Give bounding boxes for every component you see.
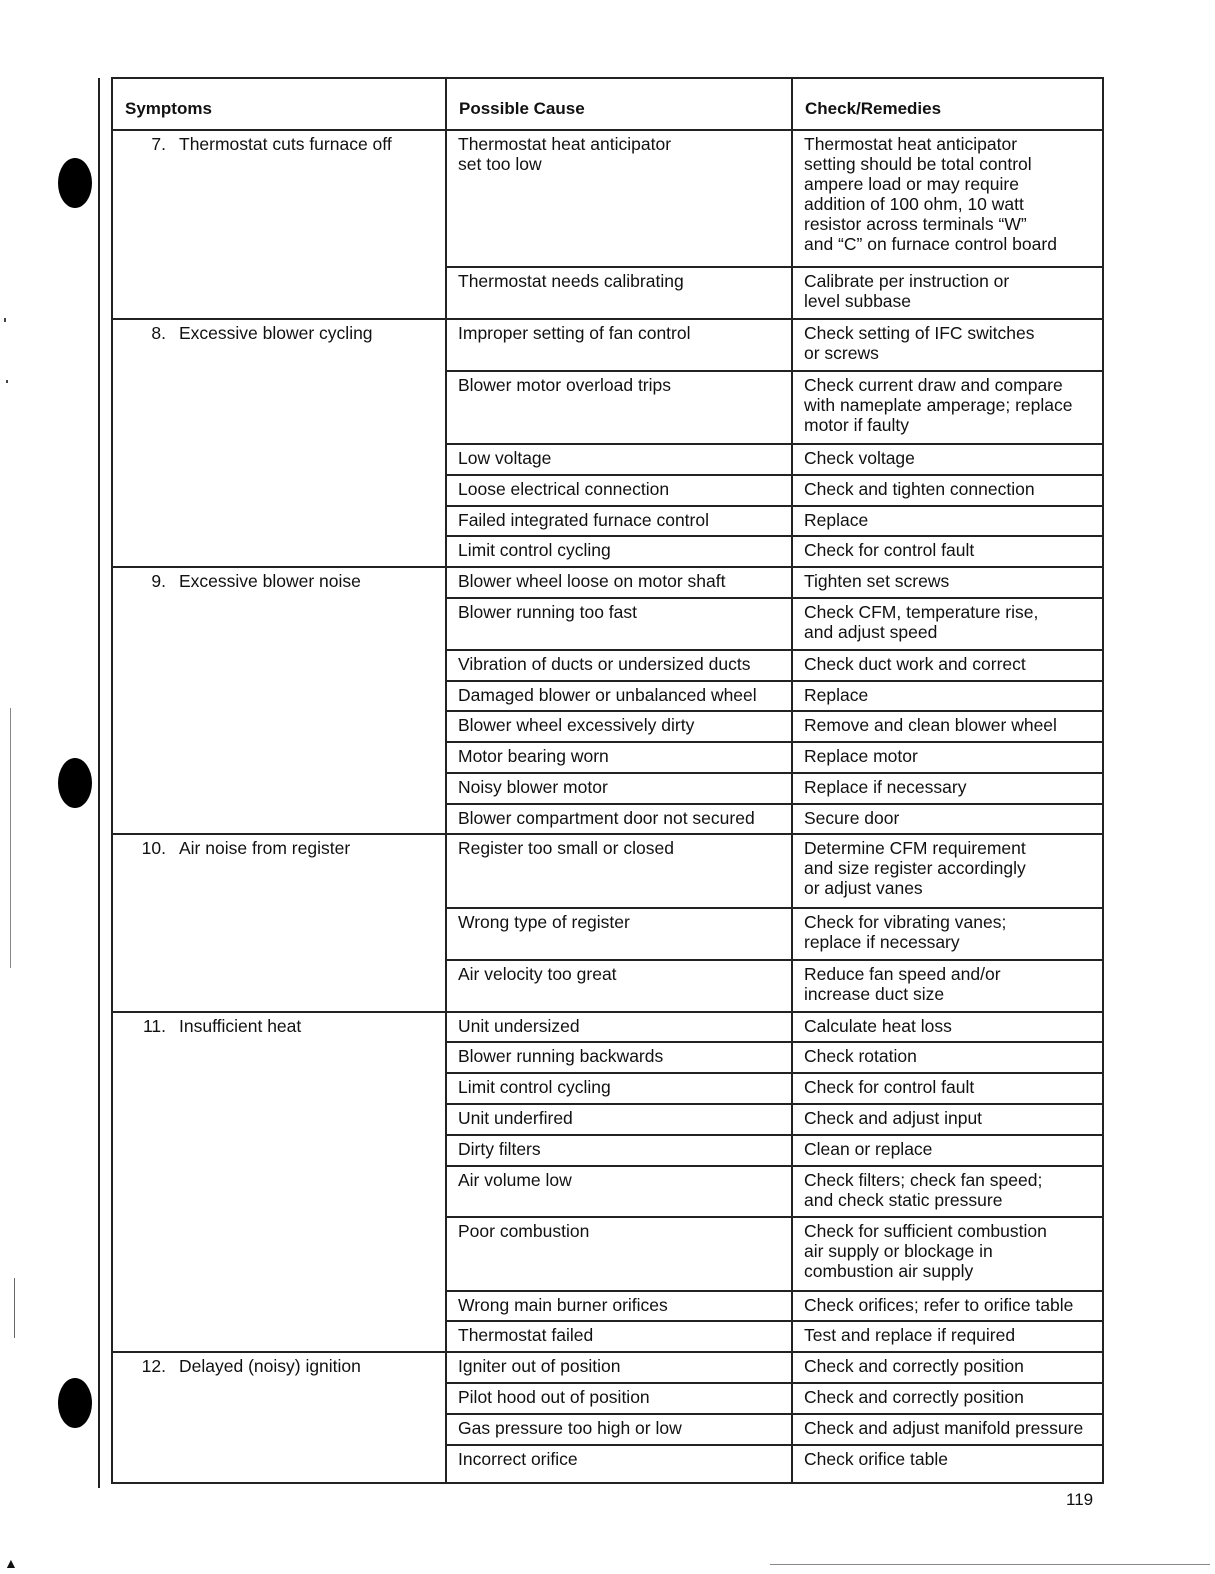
remedy-cell: Calculate heat loss [792,1012,1103,1043]
remedy-cell: Check and correctly position [792,1383,1103,1414]
cause-cell: Improper setting of fan control [446,319,792,371]
troubleshooting-table [111,77,1104,1484]
remedy-cell: Check and tighten connection [792,475,1103,506]
cause-cell: Blower wheel excessively dirty [446,711,792,742]
cause-cell: Blower compartment door not secured [446,804,792,835]
remedy-cell: Check orifice table [792,1445,1103,1475]
cause-cell: Poor combustion [446,1217,792,1290]
symptom-text: Insufficient heat [179,1015,302,1036]
header-possible-cause: Possible Cause [446,78,792,130]
scan-edge-line [14,1278,15,1338]
header-symptoms: Symptoms [112,78,446,130]
scan-edge-line [10,708,11,968]
cause-cell: Blower running backwards [446,1042,792,1073]
remedy-cell: Reduce fan speed and/or increase duct size [792,960,1103,1012]
table-row [112,130,1103,267]
remedy-cell: Replace [792,506,1103,537]
remedy-cell: Check voltage [792,444,1103,475]
remedy-cell: Secure door [792,804,1103,835]
remedy-cell: Check CFM, temperature rise, and adjust speed [792,598,1103,650]
blank-cause-cell [446,1474,792,1483]
cause-cell: Register too small or closed [446,834,792,907]
corner-arrow-icon: ▲ [4,1555,18,1571]
table-row [112,1352,1103,1383]
remedy-cell: Tighten set screws [792,567,1103,598]
remedy-cell: Check for sufficient combustion air supply or blockage in combustion air supply [792,1217,1103,1290]
cause-cell: Gas pressure too high or low [446,1414,792,1445]
remedy-cell: Check and adjust input [792,1104,1103,1135]
remedy-cell: Replace if necessary [792,773,1103,804]
symptom-cell [112,1352,446,1483]
remedy-cell: Check filters; check fan speed; and check static pressure [792,1166,1103,1218]
remedy-cell: Check current draw and compare with nameplate amperage; replace motor if faulty [792,371,1103,444]
cause-cell: Blower motor overload trips [446,371,792,444]
table-body [112,130,1103,1483]
remedy-cell: Check for control fault [792,536,1103,567]
cause-cell: Wrong type of register [446,908,792,960]
symptom-number: 12. [141,1356,166,1377]
remedy-cell: Calibrate per instruction or level subbase [792,267,1103,319]
symptom-text: Delayed (noisy) ignition [179,1356,361,1377]
table-row [112,834,1103,907]
cause-cell: Loose electrical connection [446,475,792,506]
bottom-scan-line [770,1564,1210,1565]
cause-cell: Blower running too fast [446,598,792,650]
remedy-cell: Check duct work and correct [792,650,1103,681]
binder-hole-middle [58,758,92,808]
table-row [112,1012,1103,1043]
cause-cell: Pilot hood out of position [446,1383,792,1414]
table-header-row [112,78,1103,130]
cause-cell: Blower wheel loose on motor shaft [446,567,792,598]
remedy-cell: Determine CFM requirement and size register accordingly or adjust vanes [792,834,1103,907]
binder-hole-bottom [58,1378,92,1428]
cause-cell: Low voltage [446,444,792,475]
cause-cell: Thermostat failed [446,1321,792,1352]
remedy-cell: Check and adjust manifold pressure [792,1414,1103,1445]
symptom-cell [112,567,446,834]
symptom-cell [112,834,446,1011]
cause-cell: Igniter out of position [446,1352,792,1383]
remedy-cell: Test and replace if required [792,1321,1103,1352]
symptom-number: 10. [141,838,166,859]
symptom-number: 8. [151,322,166,343]
remedy-cell: Check rotation [792,1042,1103,1073]
cause-cell: Noisy blower motor [446,773,792,804]
left-margin-rule [98,78,100,1488]
symptom-text: Thermostat cuts furnace off [179,134,392,154]
cause-cell: Limit control cycling [446,1073,792,1104]
symptom-number: 11. [142,1015,166,1036]
cause-cell: Thermostat heat anticipator set too low [446,130,792,267]
symptom-number: 9. [151,571,166,592]
header-check-remedies: Check/Remedies [792,78,1103,130]
symptom-text: Air noise from register [179,838,351,859]
symptom-text: Excessive blower cycling [179,322,373,343]
cause-cell: Wrong main burner orifices [446,1291,792,1322]
cause-cell: Limit control cycling [446,536,792,567]
page-number: 119 [1066,1490,1094,1509]
remedy-cell: Check orifices; refer to orifice table [792,1291,1103,1322]
remedy-cell: Check and correctly position [792,1352,1103,1383]
symptom-cell [112,130,446,319]
scan-speck [4,318,6,322]
cause-cell: Dirty filters [446,1135,792,1166]
symptom-number: 7. [151,134,166,154]
cause-cell: Thermostat needs calibrating [446,267,792,319]
remedy-cell: Clean or replace [792,1135,1103,1166]
table-row [112,567,1103,598]
remedy-cell: Check for vibrating vanes; replace if necessary [792,908,1103,960]
remedy-cell: Remove and clean blower wheel [792,711,1103,742]
remedy-cell: Replace [792,681,1103,712]
cause-cell: Air volume low [446,1166,792,1218]
cause-cell: Unit undersized [446,1012,792,1043]
cause-cell: Motor bearing worn [446,742,792,773]
scan-speck [6,380,8,383]
symptom-cell [112,319,446,567]
cause-cell: Unit underfired [446,1104,792,1135]
cause-cell: Failed integrated furnace control [446,506,792,537]
cause-cell: Air velocity too great [446,960,792,1012]
remedy-cell: Check setting of IFC switches or screws [792,319,1103,371]
cause-cell: Incorrect orifice [446,1445,792,1475]
cause-cell: Vibration of ducts or undersized ducts [446,650,792,681]
binder-hole-top [58,158,92,208]
cause-cell: Damaged blower or unbalanced wheel [446,681,792,712]
remedy-cell: Check for control fault [792,1073,1103,1104]
remedy-cell: Thermostat heat anticipator setting should be total control ampere load or may require addition of 100 ohm, 10 watt resistor across terminals “W” and “C” on furnace control board [792,130,1103,267]
table-row [112,319,1103,371]
blank-remedy-cell [792,1474,1103,1483]
symptom-cell [112,1012,446,1353]
remedy-cell: Replace motor [792,742,1103,773]
symptom-text: Excessive blower noise [179,571,361,592]
